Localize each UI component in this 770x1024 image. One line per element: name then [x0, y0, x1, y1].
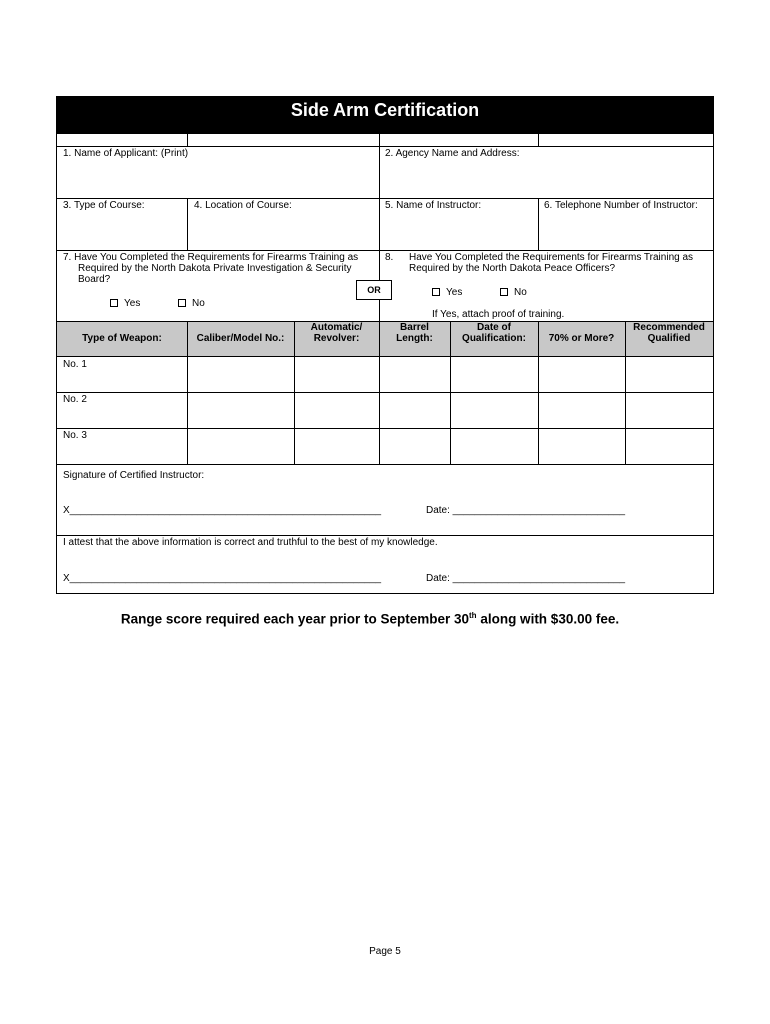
question-8-number: 8.: [385, 252, 394, 263]
question-7-line3: Board?: [78, 274, 111, 285]
signature-date-line[interactable]: Date: _______________________________: [426, 505, 626, 516]
or-badge: OR: [356, 280, 392, 300]
question-8-line2: Required by the North Dakota Peace Officers?: [409, 263, 616, 274]
rule: [57, 356, 713, 357]
header-date-2: Qualification:: [462, 333, 526, 344]
table-row: No. 3: [63, 430, 87, 441]
table-row: No. 1: [63, 359, 87, 370]
header-date-1: Date of: [477, 322, 511, 333]
rule: [187, 133, 188, 146]
header-recommended-1: Recommended: [633, 322, 705, 333]
header-auto-2: Revolver:: [313, 333, 360, 344]
checkbox-icon[interactable]: [500, 288, 508, 296]
checkbox-icon[interactable]: [178, 299, 186, 307]
proof-note: If Yes, attach proof of training.: [432, 309, 565, 320]
signature-line[interactable]: X________________________________________________________: [63, 505, 382, 516]
page-number: Page 5: [369, 946, 401, 957]
rule: [57, 464, 713, 465]
rule: [57, 133, 713, 134]
instructor-phone-field[interactable]: 6. Telephone Number of Instructor:: [544, 200, 698, 211]
header-seventy: 70% or More?: [548, 333, 615, 344]
signature-label: Signature of Certified Instructor:: [63, 470, 205, 481]
checkbox-icon[interactable]: [110, 299, 118, 307]
course-type-field[interactable]: 3. Type of Course:: [63, 200, 145, 211]
q8-no-option[interactable]: No: [500, 287, 527, 299]
q7-no-option[interactable]: No: [178, 298, 205, 310]
header-recommended-2: Qualified: [647, 333, 691, 344]
header-barrel-2: Length:: [396, 333, 433, 344]
rule: [57, 146, 713, 147]
rule: [379, 146, 380, 198]
question-7-line1: 7. Have You Completed the Requirements for Firearms Training as: [63, 252, 359, 263]
form-title: Side Arm Certification: [57, 97, 713, 133]
range-score-note: Range score required each year prior to September 30th along with $30.00 fee.: [120, 611, 620, 627]
rule: [379, 198, 380, 250]
rule: [57, 535, 713, 536]
header-caliber: Caliber/Model No.:: [196, 333, 285, 344]
header-weapon: Type of Weapon:: [82, 333, 162, 344]
applicant-name-field[interactable]: 1. Name of Applicant: (Print): [63, 148, 189, 159]
rule: [379, 133, 380, 146]
table-row: No. 2: [63, 394, 87, 405]
certification-form: [56, 96, 714, 594]
header-auto-1: Automatic/: [310, 322, 363, 333]
attest-signature-line[interactable]: X________________________________________________________: [63, 573, 382, 584]
rule: [538, 198, 539, 250]
rule: [57, 198, 713, 199]
question-8-line1: Have You Completed the Requirements for Firearms Training as: [409, 252, 694, 263]
q7-yes-option[interactable]: Yes: [110, 298, 140, 310]
rule: [57, 392, 713, 393]
attest-label: I attest that the above information is correct and truthful to the best of my knowledge.: [63, 537, 438, 548]
question-7-line2: Required by the North Dakota Private Investigation & Security: [78, 263, 352, 274]
course-location-field[interactable]: 4. Location of Course:: [194, 200, 292, 211]
header-barrel-1: Barrel: [400, 322, 429, 333]
attest-date-line[interactable]: Date: _______________________________: [426, 573, 626, 584]
rule: [57, 428, 713, 429]
rule: [187, 198, 188, 250]
q8-yes-option[interactable]: Yes: [432, 287, 462, 299]
checkbox-icon[interactable]: [432, 288, 440, 296]
rule: [538, 133, 539, 146]
agency-name-field[interactable]: 2. Agency Name and Address:: [385, 148, 520, 159]
rule: [57, 250, 713, 251]
instructor-name-field[interactable]: 5. Name of Instructor:: [385, 200, 482, 211]
